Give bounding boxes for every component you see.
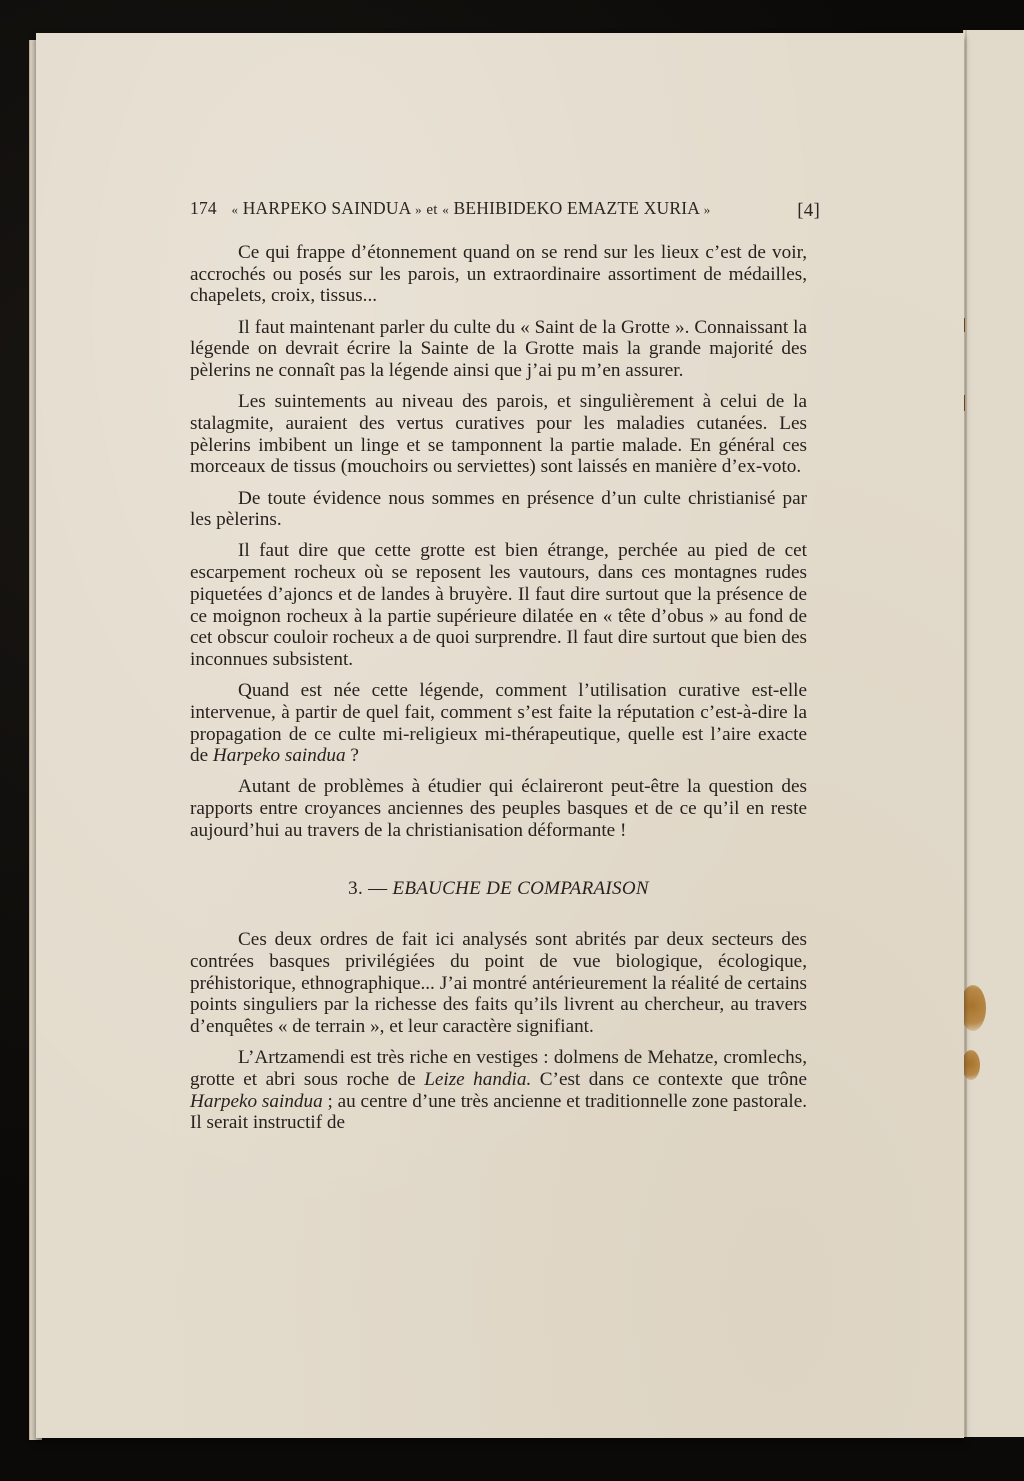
paragraph-text: C’est dans ce contexte que trône bbox=[531, 1069, 808, 1090]
paragraph: Les suintements au niveau des parois, et singulièrement à celui de la stalagmite, auraient des vertus curatives pour les maladies cutanées. Les pèlerins imbibent un linge et se tamponnent la partie malade. En général ces morceaux de tissus (mouchoirs ou serviettes) sont laissés en manière d’ex-voto. bbox=[190, 391, 807, 478]
page-number: 174 bbox=[190, 198, 217, 218]
paragraph-text: Quand est née cette légende, comment l’utilisation curative est-elle intervenue, à partir de quel fait, comment s’est faite la réputation c’est-à-dire la propagation de ce culte mi-religieux mi-thérapeutique, quelle est l’aire exacte de bbox=[190, 680, 807, 767]
running-head-title-2: BEHIBIDEKO EMAZTE XURIA bbox=[453, 198, 700, 218]
italic-term: Leize handia. bbox=[424, 1069, 532, 1090]
paragraph: Autant de problèmes à étudier qui éclaireront peut-être la question des rapports entre croyances anciennes des peuples basques et de ce qu’il en reste aujourd’hui au travers de la christianisation déformante ! bbox=[190, 776, 807, 841]
close-quote: » bbox=[703, 202, 711, 217]
paragraph bbox=[190, 1047, 807, 1134]
paragraph: De toute évidence nous sommes en présence d’un culte christianisé par les pèlerins. bbox=[190, 487, 807, 531]
italic-term: Harpeko saindua bbox=[190, 1090, 323, 1112]
running-head-connector: et bbox=[426, 202, 438, 218]
paper-stain bbox=[962, 1050, 980, 1080]
close-quote: » bbox=[415, 202, 422, 217]
paragraph: Ces deux ordres de fait ici analysés sont abrités par deux secteurs des contrées basques privilégiées du point de vue biologique, écologique, préhistorique, ethnographique... J’ai montré antérieurement la réalité de certains points singuliers par la richesse des faits qu’ils livrent au chercheur, au travers d’enquêtes « de terrain », et leur caractère signifiant. bbox=[190, 929, 807, 1038]
body-text bbox=[190, 242, 807, 1144]
paragraph: Ce qui frappe d’étonnement quand on se rend sur les lieux c’est de voir, accrochés ou posés sur les parois, un extraordinaire assortiment de médailles, chapelets, croix, tissus... bbox=[190, 242, 807, 307]
open-quote: « bbox=[231, 202, 239, 217]
running-head bbox=[190, 198, 830, 219]
paragraph: Il faut dire que cette grotte est bien étrange, perchée au pied de cet escarpement rocheux où se reposent les vautours, dans ces montagnes rudes piquetées d’ajoncs et de landes à bruyère. Il faut dire surtout que la présence de ce moignon rocheux à la partie supérieure dilatée en « tête d’obus » au fond de cet obscur couloir rocheux a de quoi surprendre. Il faut dire surtout que bien des inconnues subsistent. bbox=[190, 540, 807, 670]
section-title: EBAUCHE DE COMPARAISON bbox=[392, 877, 649, 899]
paragraph-text: ? bbox=[345, 745, 359, 767]
open-quote: « bbox=[442, 202, 449, 217]
paragraph: Il faut maintenant parler du culte du « Saint de la Grotte ». Connaissant la légende on devrait écrire la Sainte de la Grotte mais la grande majorité des pèlerins ne connaît pas la légende ainsi que j’ai pu m’en assurer. bbox=[190, 316, 807, 382]
italic-term: Harpeko saindua bbox=[212, 745, 346, 767]
facing-page-edge bbox=[965, 30, 1024, 1437]
section-number: 3. — bbox=[348, 877, 388, 899]
paragraph bbox=[190, 680, 807, 767]
paragraph-text: ; au centre d’une très ancienne et traditionnelle zone pastorale. Il serait instructif de bbox=[190, 1090, 808, 1134]
section-marker: [4] bbox=[797, 200, 820, 221]
section-heading bbox=[190, 878, 807, 900]
running-head-title-1: HARPEKO SAINDUA bbox=[242, 198, 411, 218]
paragraph-text: L’Artzamendi est très riche en vestiges : dolmens de Mehatze, cromlechs, grotte et abri sous roche de bbox=[190, 1047, 807, 1090]
